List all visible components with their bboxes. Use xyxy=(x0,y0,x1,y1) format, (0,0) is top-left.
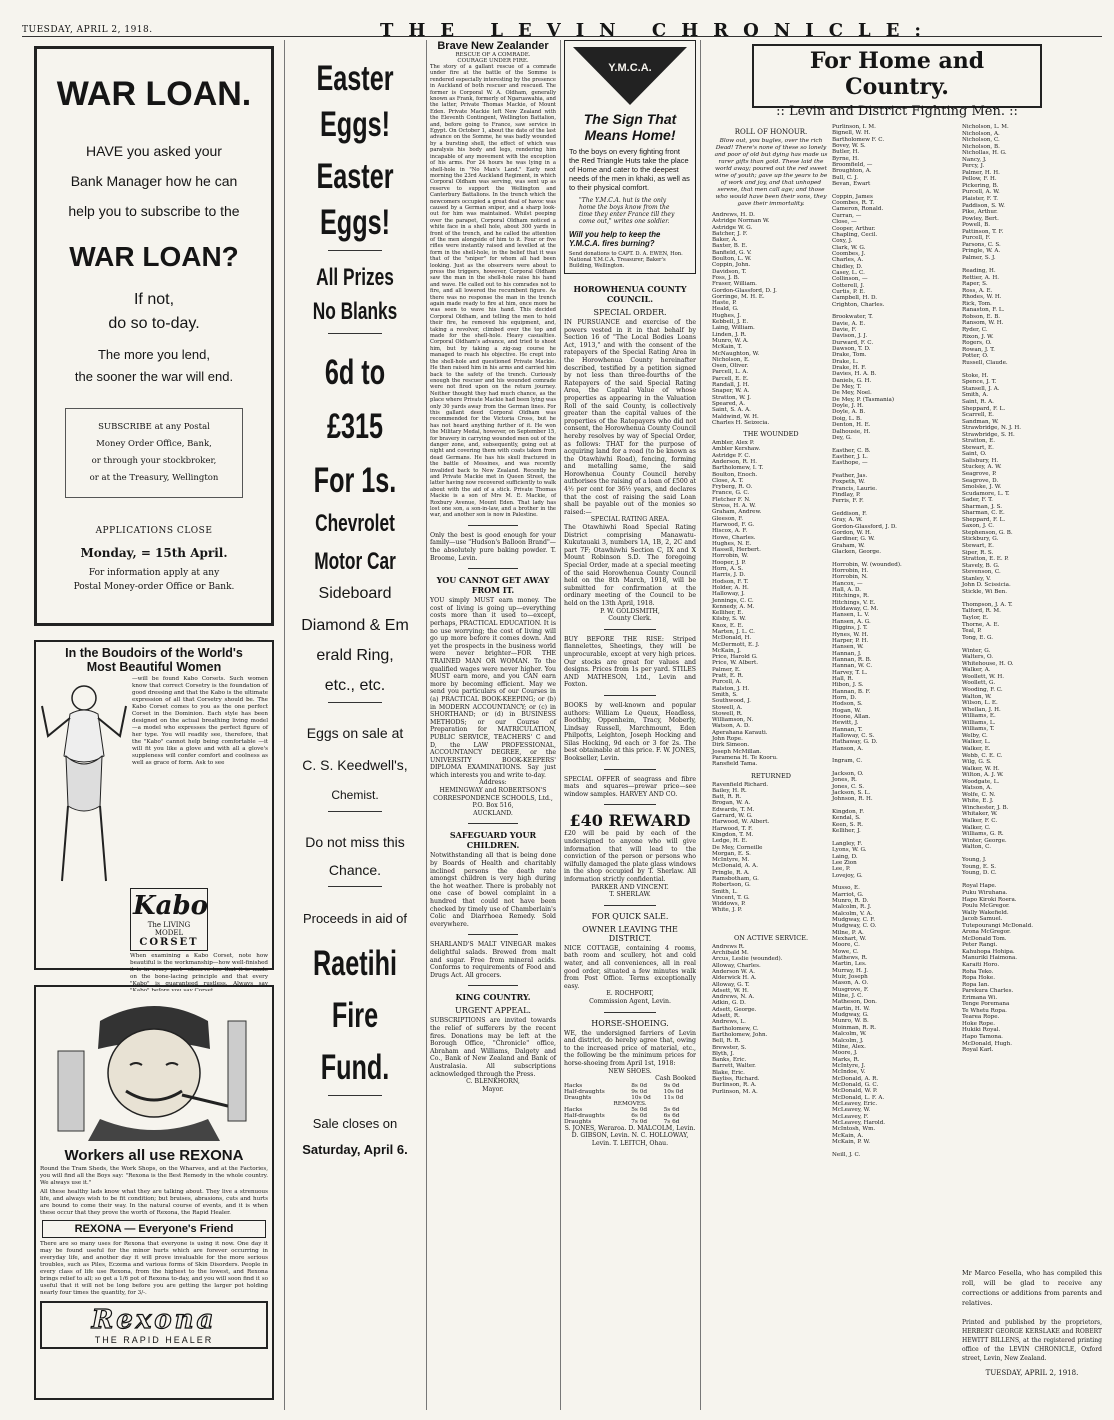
compiler-note: Mr Marco Fesella, who has compiled this roll, will be glad to receive any corrections or additions from parents and relatives. xyxy=(962,1269,1102,1307)
brave-title: Brave New Zealander xyxy=(437,40,549,52)
safeguard-body: Notwithstanding all that is being done by Boards of Health and charitably inclined persons the death rate amongst children is very high during the hot weather. There is probably not one case of bowel complaint in a hundred that could not have been checked by timely use of Chamberlain's Colic and Diarrhoea Remedy. Sold everywhere. xyxy=(430,852,556,928)
horse-shoeing-head: HORSE-SHOEING. xyxy=(591,1018,669,1028)
quick-sale-head-2: OWNER LEAVING THE DISTRICT. xyxy=(582,924,678,943)
reward-head: £40 REWARD xyxy=(569,811,691,831)
fund: Fund. xyxy=(320,1048,390,1087)
chemist: Chemist. xyxy=(331,788,379,802)
ymca-body: To the boys on every fighting front the Red Triangle Huts take the place of Home and cater to the deepest needs of the men in khaki, as well as to their physical comfort. xyxy=(569,147,690,192)
compiler-footer xyxy=(962,1264,1102,1414)
war-loan-ad xyxy=(34,46,274,626)
do-not-miss: Do not miss this xyxy=(305,834,405,850)
brave-body: The story of a gallant rescue of a comrade under fire at the battle of the Somme is rendered especially interesting by the presence in Auckland of both rescuer and rescued. The former is Corporal W. A. Oldham, generally known as Frank, formerly of Ngaruawahia, and the latter, Private Thomas Mackie, of Mount Eden. Private Mackie left New Zealand with the Eleventh Contingent, Wellington Battalion, and, before going to France, saw service in Egypt. On October 1, about the date of the last advance on the Somme, he was badly wounded by a bursting shell, the effect of which was paralysis his body and legs, rendering him incapable of any movement with the exception of his arms. For 24 hours he was lying in a shell-hole in "No Man's Land." Early next morning the 23rd Auckland Regiment, in which Corporal Oldham was serving, was sent up as reserve to support the Wellington and Canterbury Battalions. In the trench which the newcomers occupied a great deal of havoc was caused by a German sniper, and a sharp look-out for him was maintained. Whilst peeping over the parapet, Corporal Oldham noticed a white face in a shell hole, about 300 yards in front of the trench, and he called the attention of the men alongside of him to it. Four or five rifles were instantly raised and levelled at the form in the shell-hole, in the belief that it was that of the "sniper" for whom all had been looking. Just as the observers were about to press the triggers, however, Corporal Oldham saw the man in the shell-hole raise his hand and wave. He called out to his comrades not to fire, and all lowered the recumbent figure. As there was no response the man in the trench again made ready to fire at him, once more he was seen to wave his hand. This decided Corporal Oldham, and telling the men to hold their fire, he removed his equipment, and, taking a revolver, climbed over the top and made for the shell-hole. Heavy casualties. Corporal Oldham's advance, and tried to shoot him, but by taking a zig-zag course he managed to reach his objective. He crept into the shell-hole and questioned Private Mackie. He then raised him in his arms and carried him back to the safety of the trench. Curiously enough the rescuer and his wounded comrade were not fired upon on the return journey. Neither thought they had much chance, as the place where Private Mackie had been lying was only 30 yards away from the German lines. For this gallant deed Corporal Oldham was recommended for the Victoria Cross, but he has not heard anything further of it. He won the Military Medal, however, on September 15, for bravery in carrying wounded men out of the danger zone, and, subsequently, going out at night and covering them with coats taken from dead Germans. He has his skull fractured in the battle of Messines, and was recently invalided back to New Zealand. Recently he and Private Mackie met in Queen Street, the latter having now recovered sufficiently to walk about with the aid of a stick. Private Thomas Mackie is a son of Mrs M. E. Mackie, of Roxbury Avenue, Mount Eden. That lady has lost one son, a son-in-law, and a brother in the war, and another son is now in Palestine. xyxy=(430,64,556,519)
for-1s: For 1s. xyxy=(313,461,397,500)
table-row: Hacks 8s 0d 9s 0d xyxy=(564,1082,680,1089)
council-sub: SPECIAL ORDER. xyxy=(593,308,667,317)
reward-body: £20 will be paid by each of the undersigned to anyone who will give information that will lead to the conviction of the person or persons who wilfully damaged the plate glass windows in the shop occupied by T. Sherlaw. All information strictly confidential. xyxy=(564,830,696,883)
new-shoes: NEW SHOES. xyxy=(608,1067,652,1075)
roll-of-honour: ROLL OF HONOUR. xyxy=(734,128,808,136)
etc: etc., etc. xyxy=(324,677,386,694)
rexona-logo: Rexona xyxy=(91,1305,217,1335)
buy-before-rise: BUY BEFORE THE RISE: Striped flannelettes, Sheetings, they will be unprocurable, except at very high prices. Our stocks are great for values and designs. Prices from 1s per yard. STILES AND MATHESON, Ltd., Levin and Foxton. xyxy=(564,635,696,689)
wounded-heading: THE WOUNDED xyxy=(743,430,799,439)
rexona-tag: THE RAPID HEALER xyxy=(94,1335,214,1345)
ymca-triangle-icon xyxy=(569,45,691,107)
war-loan-l3: help you to subscribe to the xyxy=(68,203,240,219)
header-rule xyxy=(22,36,1102,37)
rexona-heading: Workers all use REXONA xyxy=(64,1147,244,1164)
mayor-name: C. BLENKHORN, xyxy=(466,1078,520,1086)
reward-sign-2: T. SHERLAW. xyxy=(609,891,651,899)
prize-315: £315 xyxy=(326,407,384,446)
easter-2: Easter xyxy=(316,157,394,196)
ymca-logo-text: Y.M.C.A. xyxy=(608,62,652,74)
motor-car: Motor Car xyxy=(314,548,396,575)
masthead: THE LEVIN CHRONICLE: xyxy=(380,20,937,41)
subscribe-2: Money Order Office, Bank, xyxy=(96,439,212,449)
rexona-ad xyxy=(34,985,274,1400)
active-service-list-3: Nicholson, L. M. Nicholson, A. Nicholson, C. Nicholson, B. Nichollas, H. G. Nancy, J. Percy, J. Palmer, H. H. Pellow, F. H. Pickering, B. Purcell, A. W. Plaister, F. T. Paddison, S. W. Pike, Arthur. Powley, Bert. Powell, B. Pattinson, T. F. Purcell, F. Parsons, C. S. Pringle, W. A. Palmer, S. J. Reading, H. Rettier, A. H. Raper, S. Ross, A. E. Rhodes, W. H. Rick, Tom. Ranaston, F. L. Robson, E. B. Ransom, W. H. Ryder, C. Rixon, J. W. Rogers, O. Rowan, J. T. Potter, O. Russell, Claude. Stoke, H. Spence, J. T. Stansell, J. A. Smith, A. Saint, R. A. Sheppard, F. L. Scarrell, E. Sandman, W. Strawbridge, N. J. H. Strawbridge, S. H. Stratton, E. Stewart, E. Saint, O. Salisbury, H. Stuckey, A. W. Seagrove, P. Seagrove, D. Smolske, J. W. Scudamore, L. T. Sader, F. T. Sharman, J. S. Sharman, C. E. Sheppard, F. L. Saxon, J. C. Stephenson, G. B. Stickbury, G. Stewart, E. Siper, R. S. Stratton, E. E. P. Stavely, B. G. Stevenson, C. Stanley, V. John D. Scissicia. Stickle, Wi Ben. Thompson, J. A. T. Talford, R. M. Taylor, E. Thorne, A. E. Teal, P. Tong, E. G. Winter, G. Walters, O. Whitehouse, H. O. Walker, A. Woollett, W. H. Woollett, G. Wooding, F. C. Walton, W. Wilson, L. E. Whellan, J. H. Williams, E. Williams, L. Williams, T. Welby, C. Walker, L. Walker, E. Webb, C. E. C. Wilg, G. S. Walker, W. H. Wilton, A. J. W. Woodgate, L. Watson, A. Wolfe, C. N. White, E. J. Winchester, J. B. Whitaker, W. Walker, F. C. Walker, C. Williams, G. R. Winter, George. Walton, C. Young, J. Young, E. S. Young, D. C. Royal Hape. Puku Wiruhana. Hapo Kiroki Roera. Poulu McGregor. Wally Wakefield. Jacob Samuel. Tutepourangi McDonald. Arona McGregor. McDonald Tom. Peter Rangi. Kahuhopa Hohipa. Manuriki Haimona. Karaiti Horo. Roha Teko. Ropa Hoke. Ropa Ian. Parekura Charles. Erimana Wi. Tenge Poremana Te Whetu Ropa. Tearea Rope. Hoke Rope. Hukiki Royal. Hapo Tamona. McDonald, Hugh. Royal Karl. xyxy=(962,124,1034,1054)
easter-1: Easter xyxy=(316,59,394,98)
applications-close: APPLICATIONS CLOSE xyxy=(95,526,213,536)
sale-date: Saturday, April 6. xyxy=(302,1142,408,1157)
kabo-corset: CORSET xyxy=(139,937,199,948)
active-service-list-2: Purlinson, I. M. Bignell, W. H. Bartholomew F. C. Bovey, W. S. Butler, H. Byrne, H. Broomfield, — Broughton, A. Bull, C. J. Bevan, Ewart Coppin, James Coombes, R. T. Cameron, Ronald. Curran, — Close, — Cooper, Arthur. Chapling, Cecil. Coxy, J. Clark, W. G. Coombes, J. Charles, A. Chidley, D. Casey, L. C. Collinson, — Cotterell, J. Curtis, P. E. Campbell, H. D. Crighton, Charles. Brookwater, T. Davie, A. E. Davie, F. Davison, J. J. Durward, F. C. Dawson, T. D. Drake, Tom. Drake, L. Drake, H. F. Davies, H. A. B. Daniels, G. H. De Mey, T. De Mey, Noel. De Mey, P. (Tasmania) Doyle, J. H. Doyle, A. B. Doig, L. B. Denton, H. E. Dalhousie, H. Dey, G. Easther, C. B. Easther, J. L. Easthope, — Feather, Jas. Foxpeth, W. Francis, Laurie. Findlay, P. Ferris, F. F. Geddison, F. Gray, A. W. Gordon-Glassford, J. D. Gordon, W. H. Gardiner, G. W. Graham, W. Glacken, George. Horrobin, W. (wounded). Horrobin, H. Horrobin, N. Hancox, — Hall, A. D. Hitchings, R. Hitchings, V. E. Holdaway, C. M. Hansen, L. V. Hansen, A. G. Higgins, J. T. Hynes, W. H. Harper, P. H. Hansen, W. Hannan, J. Hannan, R. B. Hannan, W. C. Harvey, T. L. Hall, R. Hibon, J. S. Hannan, B. F. Horn, D. Hodson, S. Hogan, W. Hoone, Allan. Hewitt, J. Hannan, T. Halloway, C. S. Hathaway, G. D. Hanson, A. Ingram, C. Jackson, O. Jones, R. Jones, C. S. Jackson, S. L. Johnson, R. H. Kingdon, F. Kendal, S. Keen, S. R. Kelliher, J. Langley, F. Lyons, W. G. Laing, D. Lee Zion Lee, P. Lovejoy, G. Musso, E. Marriot, G. Munro, R. D. Malcolm, R. J. Malcolm, V. A. Mudgway, C. F. Mudgway, C. O. Milne, P. A. Mexhart, W. Moore, C. Mowe, C. Mathews, R. Martin, Les. Murray, H. J. Muir, Joseph Mason, A. O. Musgrove, F. Milne, J. C. Matheson, Don. Martin, H. W. Mudgway, G. Munro, W. B. Moinman, R. R. Malcolm, W. Malcolm, J. Milne, Alex. Moore, J. Marks, R. McIntyre, J. McIndoe, V. McDonald, A. R. McDonald, G. C. McDonald, W. P. McDonald, L. F. A. McLeavey, Eric. McLeavey, W. McLeavey, F. McLeavey, Harold. McIntosh, Wm. McKain, A. McKain, P. W. Neill, J. C. xyxy=(832,124,902,1158)
roll-column-3 xyxy=(962,124,1102,1414)
school-addr-1: Address: xyxy=(479,779,507,787)
shoeing-prices xyxy=(564,1083,696,1125)
hudson-ad: Only the best is good enough for your family—use "Hudson's Balloon Brand"—the absolutely pure baking powder. T. Broome, Levin. xyxy=(430,531,556,562)
chevrolet: Chevrolet xyxy=(315,510,395,537)
mayor-title: Mayor. xyxy=(482,1085,504,1093)
returned-list: Ravenfield Richard. Bailey, H. R. Batt, R. R. Brogan, W. A. Edwards, T. M. Garrard, W. G. Harwood, W. Albert. Harwood, T. F. Kingdon, T. M. Ledge, H. E. De Mey, Corneille Morgan, E. S. McIntyre, M. McDonald, A. A. Pringle, R. A. Ramsbotham, G. Robertson, G. Smith, L. Vincent, T. G. Widdows, P. White, J. P. xyxy=(712,781,770,914)
table-row: Hacks 5s 0d 5s 6d xyxy=(564,1106,680,1113)
returned-heading: RETURNED xyxy=(751,771,791,780)
cash-booked: Cash Booked xyxy=(655,1075,696,1083)
war-loan-l6: do so to-day. xyxy=(108,315,200,332)
reward-sign-1: PARKER AND VINCENT. xyxy=(591,883,669,891)
war-loan-l4: WAR LOAN? xyxy=(69,241,239,272)
roll-column-1 xyxy=(712,124,830,1414)
ymca-title-2: Means Home! xyxy=(584,127,676,143)
info-1: For information apply at any xyxy=(88,568,220,578)
keedwell: C. S. Keedwell's, xyxy=(302,757,408,773)
war-loan-l1: HAVE you asked your xyxy=(86,143,222,159)
council-head: HOROWHENUA COUNTY COUNCIL. xyxy=(573,284,687,304)
diamond: Diamond & Em xyxy=(301,617,409,634)
kabo-h1: In the Boudoirs of the World's xyxy=(65,646,243,660)
home-country-title: For Home and Country. xyxy=(809,48,985,100)
footer-date: TUESDAY, APRIL 2, 1918. xyxy=(985,1369,1079,1377)
all-prizes: All Prizes xyxy=(316,264,394,291)
corset-figure-illustration xyxy=(40,676,128,886)
no-blanks: No Blanks xyxy=(312,298,398,325)
ymca-send: Send donations to CAPT. D. A. EWEN, Hon. National Y.M.C.A. Treasurer, Baker's Building, Wellington. xyxy=(569,251,683,269)
kabo-brand: Kabo xyxy=(133,891,208,921)
kabo-ad xyxy=(34,640,274,987)
easter-eggs-ad xyxy=(288,40,422,1410)
close-day: Monday, = 15th April. xyxy=(80,546,228,560)
school-addr-2: HEMINGWAY and ROBERTSON'S CORRESPONDENCE SCHOOLS, Ltd., xyxy=(433,787,553,802)
fallen-list: Andrews, H. D. Astridge Norman W. Astridge W. G. Batcher, J. F. Baker, A. Baxter, B. E. Banfield, G. V. Boulton, L. W. Coppin, John. Davidson, T. Foss, J. B. Fraser, William. Gordon-Glassford, D. J. Gorringe, M. H. E. Haste, P. Heald, G. Hughes, J. Kebbell, J. E. Laing, William. Linden, J. R. Munro, W. A. McKain, T. McNaughton, W. Nicholson, E. Osen, Oliver. Parcell, L. A. Parcell, E. E. Randall, J. H. Snaper, W. A. Stratton, W. J. Speared, A. Saint, S. A. A. Maldwind, W. H. Charles H. Seizecia. xyxy=(712,212,777,426)
ymca-ask: Will you help to keep the Y.M.C.A. fires burning? xyxy=(569,230,661,248)
roll-column-2 xyxy=(832,124,956,1414)
sale-closes: Sale closes on xyxy=(312,1116,398,1131)
seagrass-ad: SPECIAL OFFER of seagrass and fibre mats and squares—prewar price—see window samples. HARVEY AND CO. xyxy=(564,775,696,798)
rating-area-head: SPECIAL RATING AREA. xyxy=(590,516,670,524)
war-loan-l2: Bank Manager how he can xyxy=(70,173,238,189)
wounded-list: Ambler, Alex P. Ambler Kershaw. Astridge F. C. Anderson, R. H. Bartholomew, I. T. Boulton, Enoch. Close, A. T. Fryberg, R. O. France, G. C. Fletcher F. N. Stress, H. A. W. Graham, Andrew. Gleeson, F. Harwood, F. G. Hiscox, A. F. Howe, Charles. Hughes, N. E. Hassell, Herbert. Horrobin, W. Hooper, J. P. Horn, A. S. Harris, J. D. Hodson, F. T. Holder, A. H. Halloway, J. Jennings, C. C. Kennedy, A. M. Kelliher, E. Kilsby, S. W. Knox, E. E. Marten, J. L. C. McDonald, H. McDermott, E. J. McKain, J. Price, Harold G. Price, W. Albert. Palmer, E. Pratt, E. R. Purcell, A. Ralston, J. H. Smith, S. Southwood, J. Stowell, A. Stowell, R. Williamson, N. Watson, A. D. Aperahana Karauti. John Rope. Dirk Simeon. Joseph McMillan. Paramena H. Te Kooru. Ransfield Tama. xyxy=(712,440,778,768)
ymca-title-1: The Sign That xyxy=(583,111,677,127)
subscribe-box xyxy=(65,408,243,498)
active-service-heading: ON ACTIVE SERVICE. xyxy=(733,933,809,942)
farriers-list: S. JONES, Weraroa. D. MALCOLM, Levin. D. GIBSON, Levin. N. C. HOLLOWAY, Levin. T. LEITCH, Ohau. xyxy=(564,1124,696,1147)
safeguard-head: SAFEGUARD YOUR CHILDREN. xyxy=(449,830,537,851)
war-loan-title: WAR LOAN. xyxy=(56,75,252,113)
rating-area-body: The Otawhiwhi Road Special Rating District comprising Manawatu-Kukutauaki 3, numbers 1A, 1B, 2, 2C and part 7F; Otawhiwhi Section C, IX and X Mount Robinson S.D. The foregoing Special Order, made at a special meeting of the said Horowhenua County Council held on the 8th March, 1918, will be submitted for confirmation at the ordinary meeting of the Council to be held on the 13th April, 1918. xyxy=(564,524,696,607)
chance: Chance. xyxy=(328,862,382,878)
county-clerk: P. W. GOLDSMITH, xyxy=(600,607,660,615)
news-column-1 xyxy=(430,40,556,1410)
eggs-on-sale: Eggs on sale at xyxy=(306,725,404,741)
kabo-tagline: The LIVING MODEL xyxy=(147,921,191,937)
war-loan-l5: If not, xyxy=(133,291,175,308)
worker-portrait-illustration xyxy=(40,991,268,1141)
urgent-appeal: URGENT APPEAL. xyxy=(455,1006,531,1016)
rochfort: E. ROCHFORT, xyxy=(606,990,654,998)
brave-sub-2: COURAGE UNDER FIRE. xyxy=(457,58,529,64)
rexona-band: REXONA — Everyone's Friend xyxy=(42,1220,266,1238)
war-loan-l8: the sooner the war will end. xyxy=(74,369,234,384)
brave-sub-1: RESCUE OF A COMRADE. xyxy=(455,52,531,58)
kabo-h2: Most Beautiful Women xyxy=(86,660,222,674)
cannot-get-away-body: YOU simply MUST earn money. The cost of living is going up—everything costs more than it used to—except, perhaps, PRACTICAL EDUCATION. It is no use worrying; the cost of living will go up more before it comes down. And yet the prospects in the business world were never brighter—FOR THE TRAINED MAN OR WOMAN. To the qualified wages were never higher. You MUST earn more, and you CAN earn more by becoming efficient. May we send you particulars of our Courses in (a) PRACTICAL BOOK-KEEPING; or (b) in MODERN ACCOUNTANCY; or (c) in SHORTHAND; or (d) in BUSINESS METHODS; or our Course of Preparation for MATRICULATION, PUBLIC SERVICE, TEACHERS' C and D, the LAW PROFESSIONAL, ACCOUNTANCY DEGREE, or the UNIVERSITY BOOK-KEEPERS' DIPLOMA EXAMINATIONS. Say just which interests you and write to-day. xyxy=(430,597,556,779)
quick-sale-head: FOR QUICK SALE. xyxy=(591,911,669,921)
rochfort-title: Commission Agent, Levin. xyxy=(589,997,671,1005)
rexona-p1: Round the Tram Sheds, the Work Shops, on the Wharves, and at the Factories, you will find all the Boys say: "Rexona is the Best Remedy in the whole country. We always use it." xyxy=(40,1166,268,1186)
rexona-p3: There are so many uses for Rexona that everyone is using it now. One day it may be found useful for the minor hurts which are forever occurring in everyday life, and another day it will prove invaluable for the more serious troubles, such as Piles, Eczema and various forms of Skin Disorders. People in every class of life use Rexona, from the highest to the lowest, and Rexona brings relief to all; so get a 1/6 pot of Rexona to-day, and you will soon find it so useful that it will not be long before you are getting the larger pot holding nearly four times the quantity, for 3/-. xyxy=(40,1241,268,1296)
active-service-list-1: Andrews R. Archibald M. Arcus, Leslie (wounded). Alloway, Charles. Anderson W. A. Alderwick H. A. Alloway, G. T. Adsett, W. H. Andrews, N. A. Adkin, G. D. Adsett, George. Adsett, R. Andrews, L. Bartholomew, C. Bartholomew, John. Bell, R. R. Brewster, S. Blyth, J. Banks, Eric. Barrett, Walter. Blake, Eric. Bayliss, Richard. Burlinson, R. A. Purlinson, M. A. xyxy=(712,943,783,1095)
subscriptions: SUBSCRIPTIONS are invited towards the relief of sufferers by the recent fires. Donations may be left at the Borough Office, "Chronicle" office, Abraham and Williams, Dalgety and Co., Bank of New Zealand and Bank of Australasia. All subscriptions acknowledged through the Press. xyxy=(430,1017,556,1078)
subscribe-4: or at the Treasury, Wellington xyxy=(89,473,219,483)
home-country-subtitle: :: Levin and District Fighting Men. :: xyxy=(776,104,1018,119)
info-2: Postal Money-order Office or Bank. xyxy=(73,582,235,592)
proceeds: Proceeds in aid of xyxy=(302,911,408,926)
roll-poem: Blow out, you bugles, over the rich Dead! There's none of these so lonely and poor of old but dying has made us rarer gifts than gold. These laid the world away; poured out the red sweet wine of youth; gave up the years to be of work and joy, and that unhoped serene, that men call age; and those who would have been their sons, they gave their immortality. xyxy=(714,138,828,207)
imprint: Printed and published by the proprietors, HERBERT GEORGE KERSLAKE and ROBERT HEWITT BILLENS, at the registered printing office of the LEVIN CHRONICLE, Oxford street, Levin, New Zealand. xyxy=(962,1319,1102,1362)
school-addr-4: AUCKLAND. xyxy=(473,809,513,817)
war-loan-l7: The more you lend, xyxy=(97,347,210,362)
table-row: Half-draughts 9s 0d 10s 0d xyxy=(564,1088,684,1095)
page-header xyxy=(0,0,1114,41)
vinegar-ad: SHARLAND'S MALT VINEGAR makes delightful salads. Brewed from malt and sugar. Free from mineral acids. Conforms to requirements of Food and Drugs Act. All grocers. xyxy=(430,941,556,979)
kabo-body-2: When examining a Kabo Corset, note how beautiful is the workmanship—how well-finished it is in every part—observe too that it is made on the bone-lacing principle and that every "Kabo" is guaranteed rustless. Always say xyxy=(130,953,268,987)
table-row: Half-draughts 6s 0d 6s 6d xyxy=(564,1112,680,1119)
council-body: IN PURSUANCE and exercise of the powers vested in it in that behalf by Section 16 of "The Local Bodies Loans Act, 1913," and with the consent of the ratepayers of the Special Rating Area in the Horowhenua County hereinafter described, testified by a petition signed by not less than three-fourths of the Ratepayers of the said Special Rating Area, the Capital Value of whose properties as appearing in the Valuation Roll of the said County, is collectively greater than the capital values of the properties of the Ratepayers who did not consent, the Horowhenua County Council hereby resolves by way of Special Order, as follows: THAT for the purpose of acquiring land for a road (to be known as the Otawhiwhi Road), fencing, forming and metalling same, the said Horowhenua County Council hereby authorises the raising of a loan of £500 at 4½ per cent for 36½ years, and declares that the cost of raising the said Loan shall be payable out of the monies so raised:— xyxy=(564,319,696,516)
eggs-2: Eggs! xyxy=(319,203,390,242)
raetihi: Raetihi xyxy=(312,944,398,983)
county-clerk-title: County Clerk. xyxy=(608,615,652,623)
emerald: erald Ring, xyxy=(316,647,394,664)
cannot-get-away-head: YOU CANNOT GET AWAY FROM IT. xyxy=(436,575,550,596)
home-country-banner xyxy=(752,44,1042,119)
subscribe-3: or through your stockbroker, xyxy=(91,456,217,466)
eggs-1: Eggs! xyxy=(319,105,390,144)
fire: Fire xyxy=(331,996,379,1035)
table-row: Draughts 7s 0d 7s 6d xyxy=(564,1118,680,1125)
sixpence: 6d to xyxy=(324,353,386,392)
news-column-2 xyxy=(564,40,696,1410)
header-date: TUESDAY, APRIL 2, 1918. xyxy=(22,25,153,35)
king-country: KING COUNTRY. xyxy=(455,992,531,1003)
school-addr-3: P.O. Box 516, xyxy=(472,802,514,810)
quick-sale-body: NICE COTTAGE, containing 4 rooms, bath room and scullery, hot and cold water, and all conveniences, all in real good order, situated a few minutes walk from Post Office. Terms exceptionally easy. xyxy=(564,944,696,990)
sideboard: Sideboard xyxy=(318,585,392,602)
kabo-body: —will be found Kabo Corsets. Such women know that correct Corsetry is the foundation of good dressing and that the Kabo is the ultimate expression of all that Corsetry should be. The Kabo Corset comes to you as the one perfect Corset in the Dominion. Each style has been designed on the actual breathing living model—a model who expresses the perfect figure of her type. You will readily see, therefore, that the "Kabo" cannot help being comfortable —it will fit you like a glove and with all a glove's suppleness will confer comfort and coolness as well as grace of form. Ask to see xyxy=(132,676,268,766)
ymca-ad xyxy=(564,40,696,274)
subscribe-1: SUBSCRIBE at any Postal xyxy=(98,422,210,432)
removes: REMOVES. xyxy=(613,1100,647,1107)
books-ad: BOOKS by well-known and popular authors: William Le Queux, Headless, Boothby, Oppenheim, Tracy, Moberly, Lindsay Russell, Marchmount, Eden Philpotts, Leighton, Joseph Hocking and Silas Hocking, 9d each or 3 for 2s. The best obtainable at this price. F. W. JONES, Bookseller, Levin. xyxy=(564,701,696,763)
table-row: Draughts 10s 0d 11s 0d xyxy=(564,1094,684,1101)
horse-shoeing-body: WE, the undersigned farriers of Levin and district, do hereby agree that, owing to the increased price of material, etc., the following be the minimum prices for horse-shoeing from April 1st, 1918: xyxy=(564,1029,696,1067)
rexona-p2: All these healthy lads know what they are talking about. They live a strenuous life, and always wish to be fit condition; but bruises, abrasions, cuts and hurts are bound to come their way. In the natural course of events, and it is when these occur that they prove the worth of Rexona, the Rapid Healer. xyxy=(40,1189,268,1216)
ymca-quote: "The Y.M.C.A. hut is the only home the boys know from the time they enter France till they come out," writes one soldier. xyxy=(579,197,675,225)
